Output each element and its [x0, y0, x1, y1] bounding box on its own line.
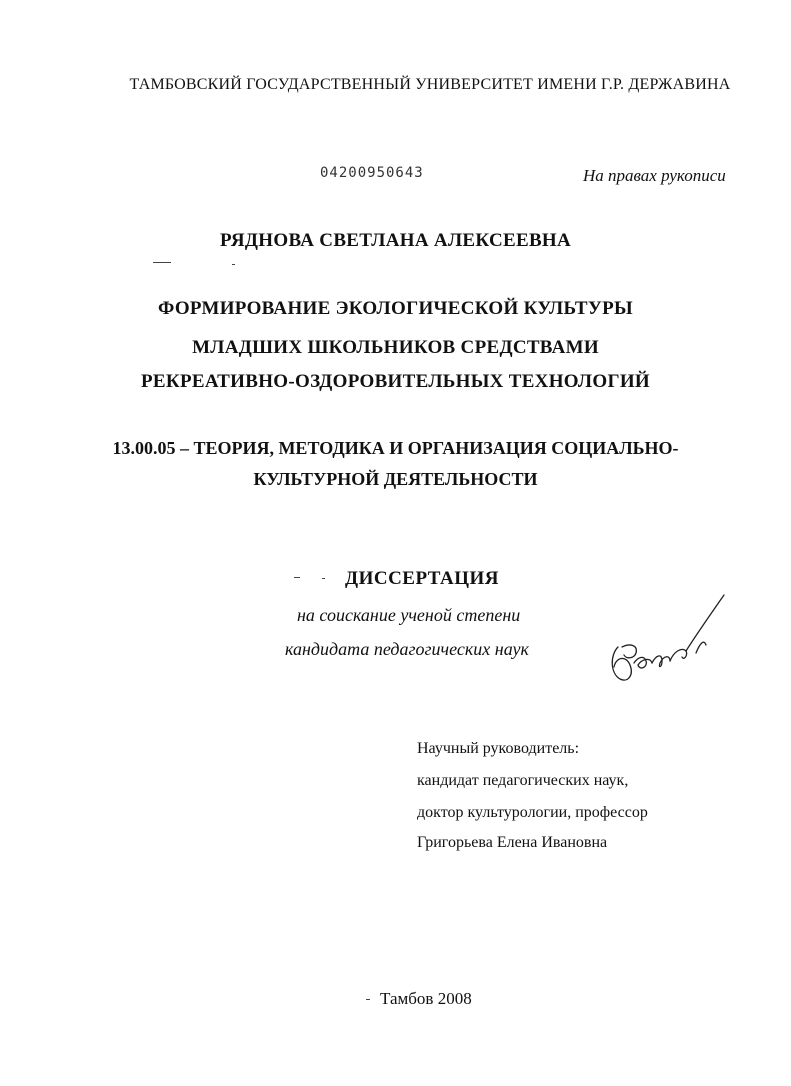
scan-speck [294, 577, 300, 578]
scan-speck [322, 578, 325, 579]
specialty-line-1: 13.00.05 – ТЕОРИЯ, МЕТОДИКА И ОРГАНИЗАЦИЯ СОЦИАЛЬНО- [112, 438, 679, 458]
university-name: ТАМБОВСКИЙ ГОСУДАРСТВЕННЫЙ УНИВЕРСИТЕТ ИМЕНИ Г.Р. ДЕРЖАВИНА [129, 76, 731, 93]
specialty-line-2: КУЛЬТУРНОЙ ДЕЯТЕЛЬНОСТИ [253, 469, 538, 489]
scan-speck [153, 262, 171, 263]
document-type: ДИССЕРТАЦИЯ [345, 568, 500, 589]
degree-line-2: кандидата педагогических наук [285, 639, 529, 659]
degree-line-1: на соискание ученой степени [297, 605, 521, 625]
handwritten-signature-icon [600, 585, 750, 710]
scan-speck [366, 999, 370, 1000]
catalog-number: 04200950643 [320, 165, 424, 181]
author-name: РЯДНОВА СВЕТЛАНА АЛЕКСЕЕВНА [219, 230, 572, 251]
manuscript-note: На правах рукописи [583, 166, 726, 185]
scan-speck [232, 264, 235, 265]
title-line-1: ФОРМИРОВАНИЕ ЭКОЛОГИЧЕСКОЙ КУЛЬТУРЫ [157, 298, 634, 319]
title-line-3: РЕКРЕАТИВНО-ОЗДОРОВИТЕЛЬНЫХ ТЕХНОЛОГИЙ [141, 371, 650, 392]
advisor-degree: кандидат педагогических наук, [417, 772, 629, 789]
advisor-title: доктор культурологии, профессор [417, 804, 648, 821]
title-line-2: МЛАДШИХ ШКОЛЬНИКОВ СРЕДСТВАМИ [192, 337, 599, 358]
city-year: Тамбов 2008 [380, 989, 472, 1008]
advisor-label: Научный руководитель: [417, 740, 580, 757]
advisor-name: Григорьева Елена Ивановна [417, 834, 608, 851]
